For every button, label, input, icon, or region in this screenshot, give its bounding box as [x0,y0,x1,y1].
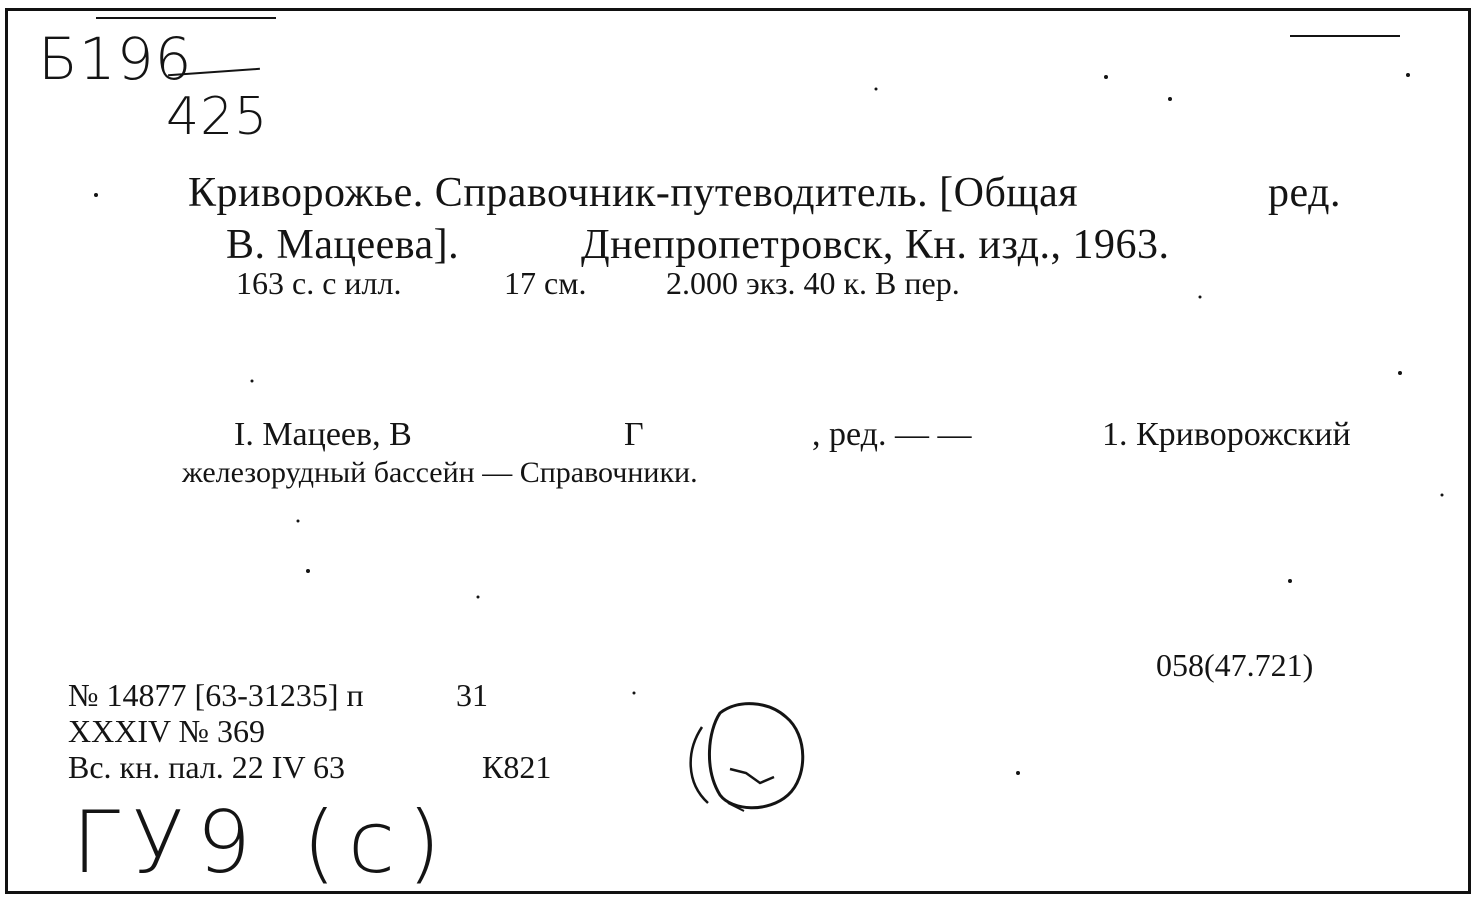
tracing-subject-start: 1. Криворожский [1102,416,1351,453]
description-editor-abbr: ред. [1268,170,1341,216]
tracing-editor-initial: Г [624,416,644,453]
record-number [68,677,488,714]
record-number-suffix: 31 [456,677,488,713]
tracing-editor-role: , ред. — — [812,416,972,453]
description-line-1 [188,169,1341,217]
tracing-line-1 [234,416,1351,454]
classification-index: 058(47.721) [1156,647,1314,683]
record-series-number: XXXIV № 369 [68,713,266,749]
record-press-code: К821 [482,749,552,785]
description-pages: 163 с. с илл. [236,265,402,301]
description-copies-price: 2.000 экз. 40 к. В пер. [666,265,960,301]
record-chamber-date-text: Вс. кн. пал. 22 IV 63 [68,749,345,785]
tracing-editor-name: I. Мацеев, В [234,416,412,453]
description-line-3 [236,265,960,302]
shelfmark-bottom: 425 [166,87,269,147]
description-imprint: Днепропетровск, Кн. изд., 1963. [581,222,1170,268]
catalog-card [5,8,1471,894]
tracing-line-2: железорудный бассейн — Справочники. [182,456,698,489]
library-stamp-icon [668,691,818,821]
description-line-2 [226,221,1170,269]
description-size: 17 см. [504,265,587,301]
shelfmark-top: Б196 [38,25,193,93]
description-title: Криворожье. Справочник-путеводитель. [Общая [188,170,1079,216]
record-chamber-date [68,749,552,786]
handwritten-location-note: ГУ9 (с) [72,793,453,893]
description-editor: В. Мацеева]. [226,222,460,268]
record-number-text: № 14877 [63-31235] п [68,677,364,713]
